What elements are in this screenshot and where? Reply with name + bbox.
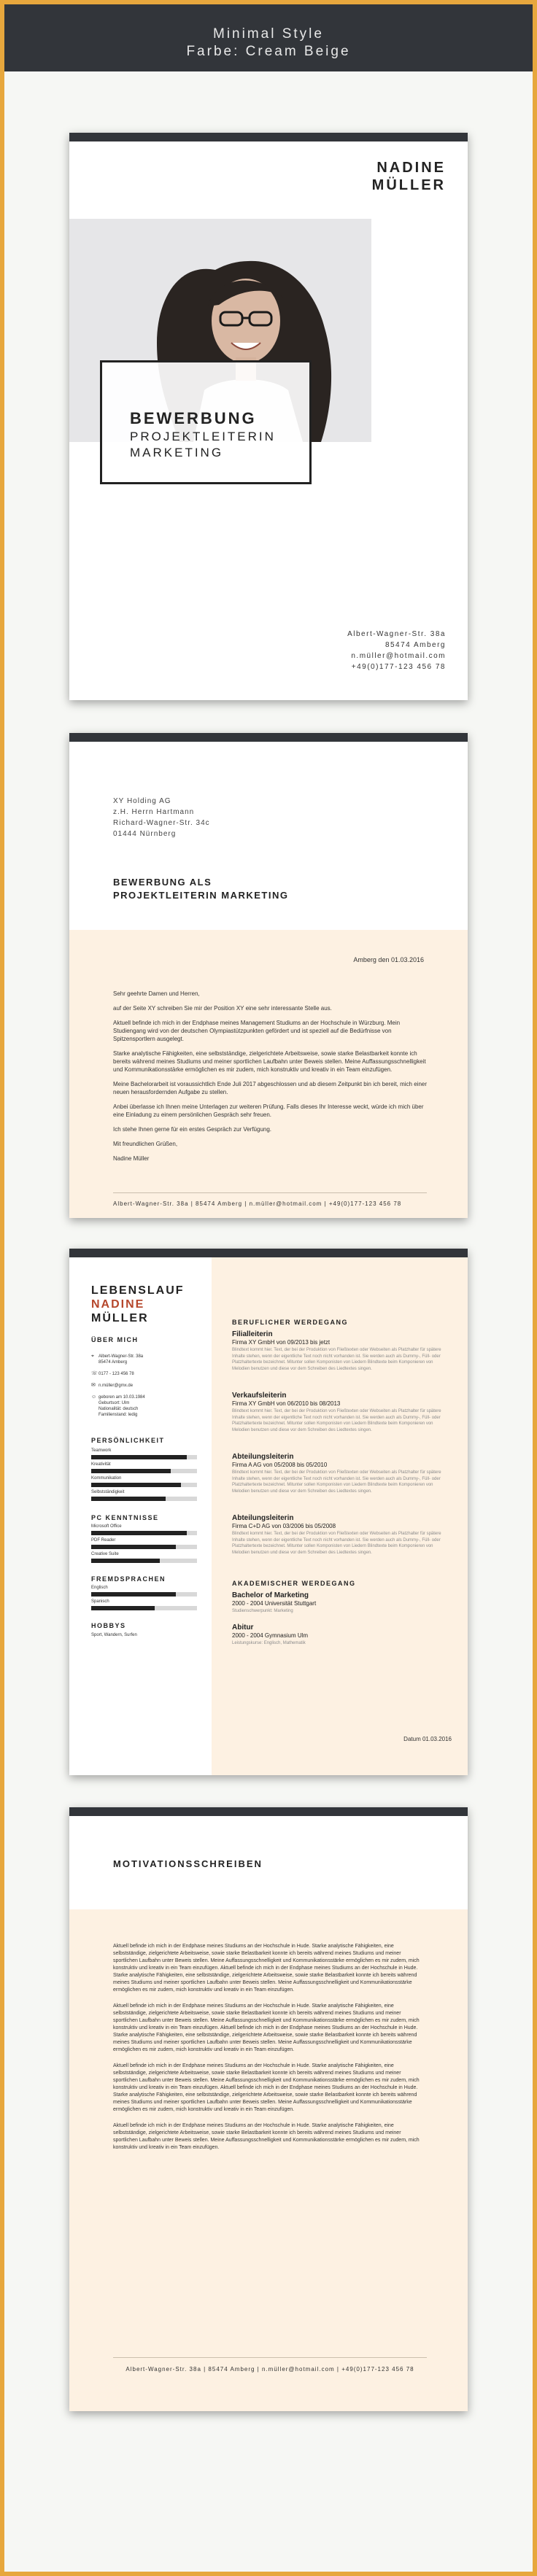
cover-page xyxy=(69,133,468,700)
page-topbar xyxy=(69,1807,468,1816)
cover-letter-page xyxy=(69,733,468,1218)
skill-bar xyxy=(91,1455,197,1459)
skill-bar xyxy=(91,1592,197,1597)
skill-fill xyxy=(91,1559,160,1563)
about-heading: ÜBER MICH xyxy=(91,1336,139,1343)
skill-fill xyxy=(91,1592,176,1597)
motivation-page xyxy=(69,1807,468,2411)
skill-bar xyxy=(91,1469,197,1473)
education-entry: Abitur 2000 - 2004 Gymnasium Ulm Leistungskurse: Englisch, Mathematik xyxy=(232,1623,309,1645)
skill-fill xyxy=(91,1531,187,1535)
recipient-address: XY Holding AG z.H. Herrn Hartmann Richard-Wagner-Str. 34c 01444 Nürnberg xyxy=(113,797,210,838)
header-banner xyxy=(4,4,533,71)
skill-label: Selbstständigkeit xyxy=(91,1490,125,1494)
job-entry: Abteilungsleiterin Firma A AG von 05/2008 bis 05/2010 Blindtext kommt hier. Text, der bei der Produktion von Fließtexten oder Webseiten als Platzhalter für spätere Inhalte stehen, wenn der eigentliche Text noch nicht vorhanden ist. Sie werden auch als Dummy-, Füll- oder Platzhaltertexte bezeichnet. Mitunter sollen Komponisten von Liedern Blindtexte beim Komponieren von Melodien benutzen und diese vor dem Schreiben des Liedtextes singen. xyxy=(232,1453,441,1494)
personal-data: ☺ geboren am 10.03.1984 Geburtsort: Ulm Nationalität: deutsch Familienstand: ledig xyxy=(91,1394,145,1417)
cover-address: Albert-Wagner-Str. 38a 85474 Amberg n.müller@hotmail.com +49(0)177-123 456 78 xyxy=(347,630,446,671)
skill-fill xyxy=(91,1469,171,1473)
skill-label: Microsoft Office xyxy=(91,1524,122,1529)
skill-label: Teamwork xyxy=(91,1448,112,1453)
hobbies-text: Sport, Wandern, Surfen xyxy=(91,1633,137,1637)
skill-fill xyxy=(91,1483,181,1487)
letter-footer: Albert-Wagner-Str. 38a | 85474 Amberg | n.müller@hotmail.com | +49(0)177-123 456 78 xyxy=(113,1200,402,1207)
cover-subtitle-1: PROJEKTLEITERIN xyxy=(130,430,276,443)
cv-sidebar xyxy=(69,1257,212,1775)
skill-bar xyxy=(91,1545,197,1549)
languages-heading: FREMDSPRACHEN xyxy=(91,1575,166,1583)
motivation-body xyxy=(69,1909,468,2411)
cover-title: BEWERBUNG xyxy=(130,409,257,427)
contact-address: ⌖ Albert-Wagner-Str. 38a 85474 Amberg xyxy=(91,1354,144,1365)
hobbies-heading: HOBBYS xyxy=(91,1622,126,1629)
page-topbar xyxy=(69,133,468,141)
skill-fill xyxy=(91,1497,166,1501)
skill-label: Englisch xyxy=(91,1586,108,1590)
education-entry: Bachelor of Marketing 2000 - 2004 Universität Stuttgart Studienschwerpunkt: Marketing xyxy=(232,1591,317,1613)
contact-mail: ✉ n.müller@gmx.de xyxy=(91,1383,134,1388)
motivation-text: Aktuell befinde ich mich in der Endphase meines Studiums an der Hochschule in Hude. Starke analytische Fähigkeiten, eine selbstständige, zielgerichtete Arbeitsweise, sowie starke Belastbarkeit konnte ich bereits während meines Studiums und meiner sportlichen Laufbahn unter Beweis stellen. Meine Auffassungsschnelligkeit und Kommunikationsstärke ermöglichen es mir zudem, mich konstruktiv und kreativ in ein Team einzufügen. Aktuell befinde ich mich in der Endphase meines Studiums an der Hochschule in Hude. Starke analytische Fähigkeiten, eine selbstständige, zielgerichtete Arbeitsweise, sowie starke Belastbarkeit konnte ich bereits während meines Studiums und meiner sportlichen Laufbahn unter Beweis stellen. Meine Auffassungsschnelligkeit und Kommunikationsstärke ermöglichen es mir zudem, mich konstruktiv und kreativ in ein Team einzufügen. Aktuell befinde ich mich in der Endphase meines Studiums an der Hochschule in Hude. Starke analytische Fähigkeiten, eine selbstständige, zielgerichtete Arbeitsweise, sowie starke Belastbarkeit konnte ich bereits während meines Studiums und meiner sportlichen Laufbahn unter Beweis stellen. Meine Auffassungsschnelligkeit und Kommunikationsstärke ermöglichen es mir zudem, mich konstruktiv und kreativ in ein Team einzufügen. Aktuell befinde ich mich in der Endphase meines Studiums an der Hochschule in Hude. Starke analytische Fähigkeiten, eine selbstständige, zielgerichtete Arbeitsweise, sowie starke Belastbarkeit konnte ich bereits während meines Studiums und meiner sportlichen Laufbahn unter Beweis stellen. Meine Auffassungsschnelligkeit und Kommunikationsstärke ermöglichen es mir zudem, mich konstruktiv und kreativ in ein Team einzufügen. Aktuell befinde ich mich in der Endphase meines Studiums an der Hochschule in Hude. Starke analytische Fähigkeiten, eine selbstständige, zielgerichtete Arbeitsweise, sowie starke Belastbarkeit konnte ich bereits während meines Studiums und meiner sportlichen Laufbahn unter Beweis stellen. Meine Auffassungsschnelligkeit und Kommunikationsstärke ermöglichen es mir zudem, mich konstruktiv und kreativ in ein Team einzufügen. Aktuell befinde ich mich in der Endphase meines Studiums an der Hochschule in Hude. Starke analytische Fähigkeiten, eine selbstständige, zielgerichtete Arbeitsweise, sowie starke Belastbarkeit konnte ich bereits während meines Studiums und meiner sportlichen Laufbahn unter Beweis stellen. Meine Auffassungsschnelligkeit und Kommunikationsstärke ermöglichen es mir zudem, mich konstruktiv und kreativ in ein Team einzufügen. Aktuell befinde ich mich in der Endphase meines Studiums an der Hochschule in Hude. Starke analytische Fähigkeiten, eine selbstständige, zielgerichtete Arbeitsweise, sowie starke Belastbarkeit konnte ich bereits während meines Studiums und meiner sportlichen Laufbahn unter Beweis stellen. Meine Auffassungsschnelligkeit und Kommunikationsstärke ermöglichen es mir zudem, mich konstruktiv und kreativ in ein Team einzufügen. xyxy=(113,1944,420,2150)
location-icon: ⌖ xyxy=(91,1354,94,1359)
cv-page xyxy=(69,1249,468,1775)
cover-subtitle-2: MARKETING xyxy=(130,446,224,459)
motivation-title: MOTIVATIONSSCHREIBEN xyxy=(113,1858,263,1869)
cv-main xyxy=(212,1257,468,1775)
job-entry: Abteilungsleiterin Firma C+D AG von 03/2006 bis 05/2008 Blindtext kommt hier. Text, der bei der Produktion von Fließtexten oder Webseiten als Platzhalter für spätere Inhalte stehen, wenn der eigentliche Text noch nicht vorhanden ist. Sie werden auch als Dummy-, Füll- oder Platzhaltertexte bezeichnet. Mitunter sollen Komponisten von Liedern Blindtexte beim Komponieren von Melodien benutzen und diese vor dem Schreiben des Liedtextes singen. xyxy=(232,1514,441,1555)
footer-divider xyxy=(113,1192,427,1193)
contact-phone: ☏0177 - 123 456 78 xyxy=(91,1371,134,1376)
motivation-footer: Albert-Wagner-Str. 38a | 85474 Amberg | n.müller@hotmail.com | +49(0)177-123 456 78 xyxy=(125,2366,414,2373)
letter-body xyxy=(69,930,468,1218)
job-entry: Verkaufsleiterin Firma XY GmbH von 06/2010 bis 08/2013 Blindtext kommt hier. Text, der bei der Produktion von Fließtexten oder Webseiten als Platzhalter für spätere Inhalte stehen, wenn der eigentliche Text noch nicht vorhanden ist. Sie werden auch als Dummy-, Füll- oder Platzhaltertexte bezeichnet. Mitunter sollen Komponisten von Liedern Blindtexte beim Komponieren von Melodien benutzen und diese vor dem Schreiben des Liedtextes singen. xyxy=(232,1392,441,1432)
cover-name: NADINE MÜLLER xyxy=(371,160,446,193)
phone-icon: ☏ xyxy=(91,1371,98,1376)
skill-bar xyxy=(91,1559,197,1563)
letter-date: Amberg den 01.03.2016 xyxy=(353,956,424,963)
skill-bar xyxy=(91,1497,197,1501)
header-title: Minimal Style xyxy=(213,26,324,42)
skill-bar xyxy=(91,1531,197,1535)
skill-bar xyxy=(91,1483,197,1487)
job-entry: Filialleiterin Firma XY GmbH von 09/2013 bis jetzt Blindtext kommt hier. Text, der bei der Produktion von Fließtexten oder Webseiten als Platzhalter für spätere Inhalte stehen, wenn der eigentliche Text noch nicht vorhanden ist. Sie werden auch als Dummy-, Füll- oder Platzhaltertexte bezeichnet. Mitunter sollen Komponisten von Liedern Blindtexte beim Komponieren von Melodien benutzen und diese vor dem Schreiben des Liedtextes singen. xyxy=(232,1330,441,1371)
cover-title-box xyxy=(100,360,312,484)
letter-subject: BEWERBUNG ALS PROJEKTLEITERIN MARKETING xyxy=(113,877,289,901)
skill-label: PDF Reader xyxy=(91,1538,116,1543)
skill-label: Kreativität xyxy=(91,1462,111,1467)
footer-divider xyxy=(113,2357,427,2358)
education-heading: AKADEMISCHER WERDEGANG xyxy=(232,1580,356,1587)
skill-fill xyxy=(91,1545,176,1549)
cv-title: LEBENSLAUF NADINE MÜLLER xyxy=(91,1284,185,1324)
cv-date: Datum 01.03.2016 xyxy=(403,1736,452,1742)
page-topbar xyxy=(69,1249,468,1257)
header-subtitle: Farbe: Cream Beige xyxy=(186,44,351,59)
page-topbar xyxy=(69,733,468,742)
skill-label: Spanisch xyxy=(91,1599,109,1604)
skill-label: Kommunikation xyxy=(91,1476,122,1481)
career-heading: BERUFLICHER WERDEGANG xyxy=(232,1319,348,1326)
pc-heading: PC KENNTNISSE xyxy=(91,1514,159,1521)
skill-fill xyxy=(91,1606,155,1610)
skill-label: Creative Suite xyxy=(91,1552,119,1556)
skill-bar xyxy=(91,1606,197,1610)
person-icon: ☺ xyxy=(91,1394,97,1400)
mail-icon: ✉ xyxy=(91,1383,96,1388)
personality-heading: PERSÖNLICHKEIT xyxy=(91,1437,165,1444)
letter-text: Sehr geehrte Damen und Herren, auf der Seite XY schreiben Sie mir der Position XY eine sehr interessante Stelle aus. Aktuell befinde ich mich in der Endphase meines Management Studiums an der Hochschule in Würzburg. Mein Studiengang wird von der deutschen Olympiastützpunkten gefördert und ist speziell auf die Bedürfnisse von Spitzensportlern ausgelegt. Starke analytische Fähigkeiten, eine selbstständige, zielgerichtete Arbeitsweise, sowie starke Belastbarkeit konnte ich bereits während meines Studiums und meiner sportlichen Laufbahn unter Beweis stellen. Meine Auffassungsschnelligkeit und Kommunikationsstärke ermöglichen es mir zudem, mich konstruktiv und kreativ in ein Team einzufügen. Meine Bachelorarbeit ist voraussichtlich Ende Juli 2017 abgeschlossen und ab diesem Zeitpunkt bin ich bereit, mich einer neuen herausfordernden Aufgabe zu stellen. Anbei überlasse ich Ihnen meine Unterlagen zur weiteren Prüfung. Falls dieses Ihr Interesse weckt, würde ich mich über eine Einladung zu einem persönlichen Gespräch sehr freuen. Ich stehe Ihnen gerne für ein erstes Gespräch zur Verfügung. Mit freundlichen Grüßen, Nadine Müller xyxy=(113,990,428,1162)
skill-fill xyxy=(91,1455,187,1459)
